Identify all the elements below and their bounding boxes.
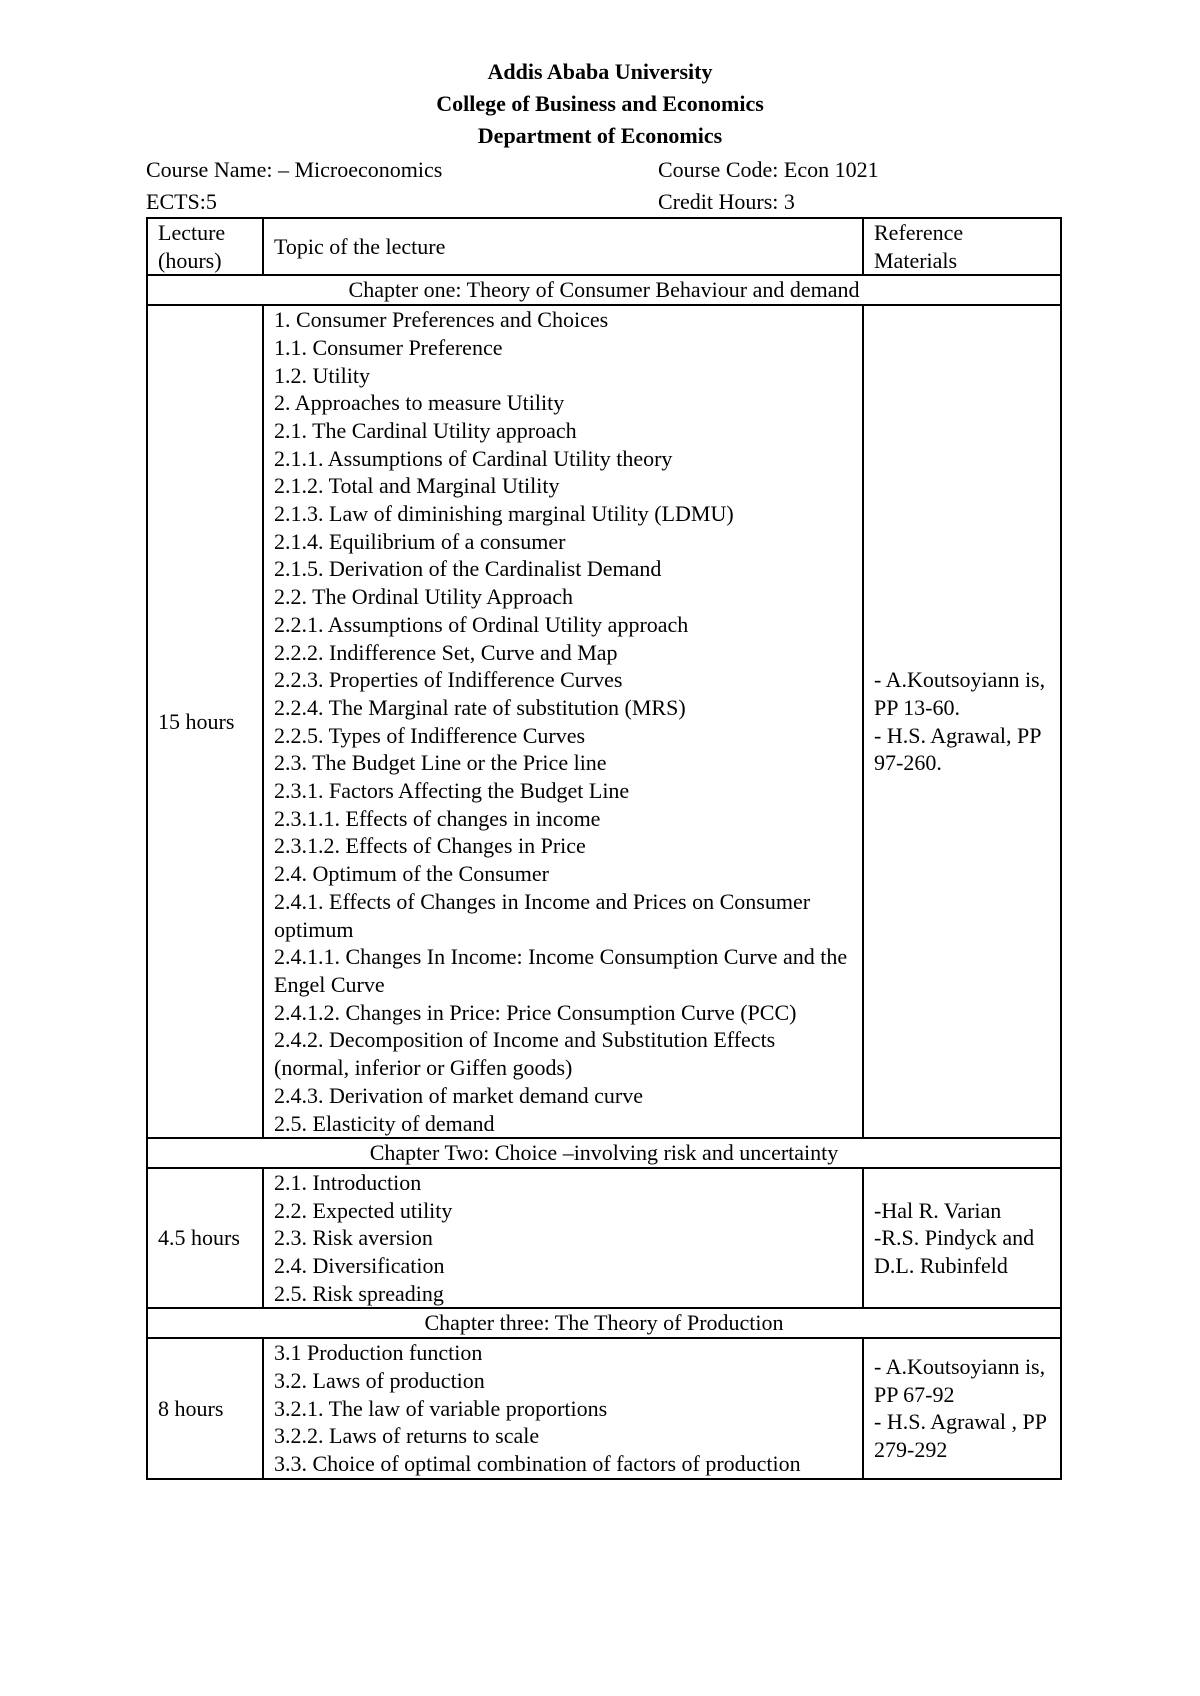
lecture-hours: 15 hours bbox=[147, 305, 263, 1138]
topic-item: 2.4.1. Effects of Changes in Income and Prices on Consumer optimum bbox=[274, 888, 816, 942]
topic-item: 3.3. Choice of optimal combination of factors of production bbox=[274, 1450, 801, 1476]
topic-item: 2.3. Risk aversion bbox=[274, 1225, 433, 1251]
topic-item: 2.4.1.1. Changes In Income: Income Consumption Curve and the Engel Curve bbox=[274, 944, 853, 997]
topic-item: 3.2.1. The law of variable proportions bbox=[274, 1395, 608, 1421]
chapter-content-row bbox=[147, 305, 1061, 1138]
topic-item: 2.3.1.1. Effects of changes in income bbox=[274, 805, 601, 831]
college-name: College of Business and Economics bbox=[436, 91, 764, 116]
reference-item: - H.S. Agrawal , PP 279-292 bbox=[874, 1409, 1047, 1463]
header-reference: Reference Materials bbox=[863, 218, 1061, 275]
course-info bbox=[146, 154, 1066, 218]
chapter-title: Chapter one: Theory of Consumer Behaviour and demand bbox=[147, 275, 1061, 305]
course-name: Course Name: – Microeconomics bbox=[146, 157, 443, 182]
topic-item: 2.1. Introduction bbox=[274, 1169, 422, 1195]
topic-item: 2.4. Diversification bbox=[274, 1253, 445, 1279]
topic-item: 2.3.1. Factors Affecting the Budget Line bbox=[274, 778, 630, 804]
document-header bbox=[0, 56, 1200, 152]
lecture-hours: 4.5 hours bbox=[147, 1168, 263, 1309]
course-ects: ECTS:5 bbox=[146, 189, 217, 214]
lecture-hours: 8 hours bbox=[147, 1338, 263, 1479]
topic-item: 2.4. Optimum of the Consumer bbox=[274, 861, 549, 887]
topic-item: 2.1.4. Equilibrium of a consumer bbox=[274, 528, 566, 554]
reference-item: -Hal R. Varian bbox=[874, 1197, 1002, 1223]
topic-item: 2. Approaches to measure Utility bbox=[274, 390, 565, 416]
topic-item: 2.1.2. Total and Marginal Utility bbox=[274, 473, 560, 499]
chapter-content-row bbox=[147, 1338, 1061, 1479]
table-header-row bbox=[147, 218, 1061, 275]
topic-item: 2.2.3. Properties of Indifference Curves bbox=[274, 667, 623, 693]
syllabus-table bbox=[146, 217, 1062, 1480]
course-credit-hours: Credit Hours: 3 bbox=[658, 189, 795, 214]
topic-item: 2.3. The Budget Line or the Price line bbox=[274, 750, 607, 776]
chapter-title: Chapter Two: Choice –involving risk and uncertainty bbox=[147, 1138, 1061, 1168]
topic-item: 1.2. Utility bbox=[274, 362, 370, 388]
topic-item: 2.2.1. Assumptions of Ordinal Utility approach bbox=[274, 611, 689, 637]
reference-list bbox=[863, 305, 1061, 1138]
topic-list bbox=[263, 1338, 863, 1479]
chapter-row bbox=[147, 275, 1061, 305]
topic-item: 2.4.1.2. Changes in Price: Price Consumption Curve (PCC) bbox=[274, 999, 797, 1025]
topic-item: 2.1.5. Derivation of the Cardinalist Demand bbox=[274, 556, 662, 582]
topic-item: 2.4.3. Derivation of market demand curve bbox=[274, 1082, 643, 1108]
topic-item: 1.1. Consumer Preference bbox=[274, 334, 503, 360]
chapter-title: Chapter three: The Theory of Production bbox=[147, 1308, 1061, 1338]
reference-item: -R.S. Pindyck and bbox=[874, 1225, 1035, 1251]
header-lecture-hours: Lecture (hours) bbox=[147, 218, 263, 275]
course-code: Course Code: Econ 1021 bbox=[658, 157, 879, 182]
chapter-row bbox=[147, 1308, 1061, 1338]
topic-list bbox=[263, 1168, 863, 1309]
reference-list bbox=[863, 1168, 1061, 1309]
header-topic: Topic of the lecture bbox=[263, 218, 863, 275]
topic-list bbox=[263, 305, 863, 1138]
reference-list bbox=[863, 1338, 1061, 1479]
reference-item: - H.S. Agrawal, PP 97-260. bbox=[874, 722, 1041, 776]
reference-item: - A.Koutsoyiann is, PP 13-60. bbox=[874, 667, 1046, 720]
topic-item: 2.5. Risk spreading bbox=[274, 1280, 444, 1306]
topic-item: 2.2. The Ordinal Utility Approach bbox=[274, 584, 573, 610]
reference-item: D.L. Rubinfeld bbox=[874, 1253, 1008, 1279]
topic-item: 1. Consumer Preferences and Choices bbox=[274, 307, 609, 333]
topic-item: 3.2. Laws of production bbox=[274, 1367, 485, 1393]
topic-item: 2.2.2. Indifference Set, Curve and Map bbox=[274, 639, 618, 665]
topic-item: 3.1 Production function bbox=[274, 1340, 483, 1366]
chapter-content-row bbox=[147, 1168, 1061, 1309]
topic-item: 2.2.4. The Marginal rate of substitution (MRS) bbox=[274, 694, 686, 720]
topic-item: 2.3.1.2. Effects of Changes in Price bbox=[274, 833, 586, 859]
topic-item: 2.1. The Cardinal Utility approach bbox=[274, 417, 577, 443]
topic-item: 2.5. Elasticity of demand bbox=[274, 1110, 495, 1136]
topic-item: 2.2.5. Types of Indifference Curves bbox=[274, 722, 586, 748]
university-name: Addis Ababa University bbox=[487, 59, 713, 84]
chapter-row bbox=[147, 1138, 1061, 1168]
department-name: Department of Economics bbox=[477, 123, 723, 148]
topic-item: 2.2. Expected utility bbox=[274, 1197, 453, 1223]
topic-item: 2.4.2. Decomposition of Income and Substitution Effects (normal, inferior or Giffen goods) bbox=[274, 1027, 781, 1081]
topic-item: 2.1.1. Assumptions of Cardinal Utility theory bbox=[274, 445, 673, 471]
reference-item: - A.Koutsoyiann is, PP 67-92 bbox=[874, 1353, 1046, 1407]
topic-item: 3.2.2. Laws of returns to scale bbox=[274, 1423, 540, 1449]
topic-item: 2.1.3. Law of diminishing marginal Utility (LDMU) bbox=[274, 501, 734, 527]
